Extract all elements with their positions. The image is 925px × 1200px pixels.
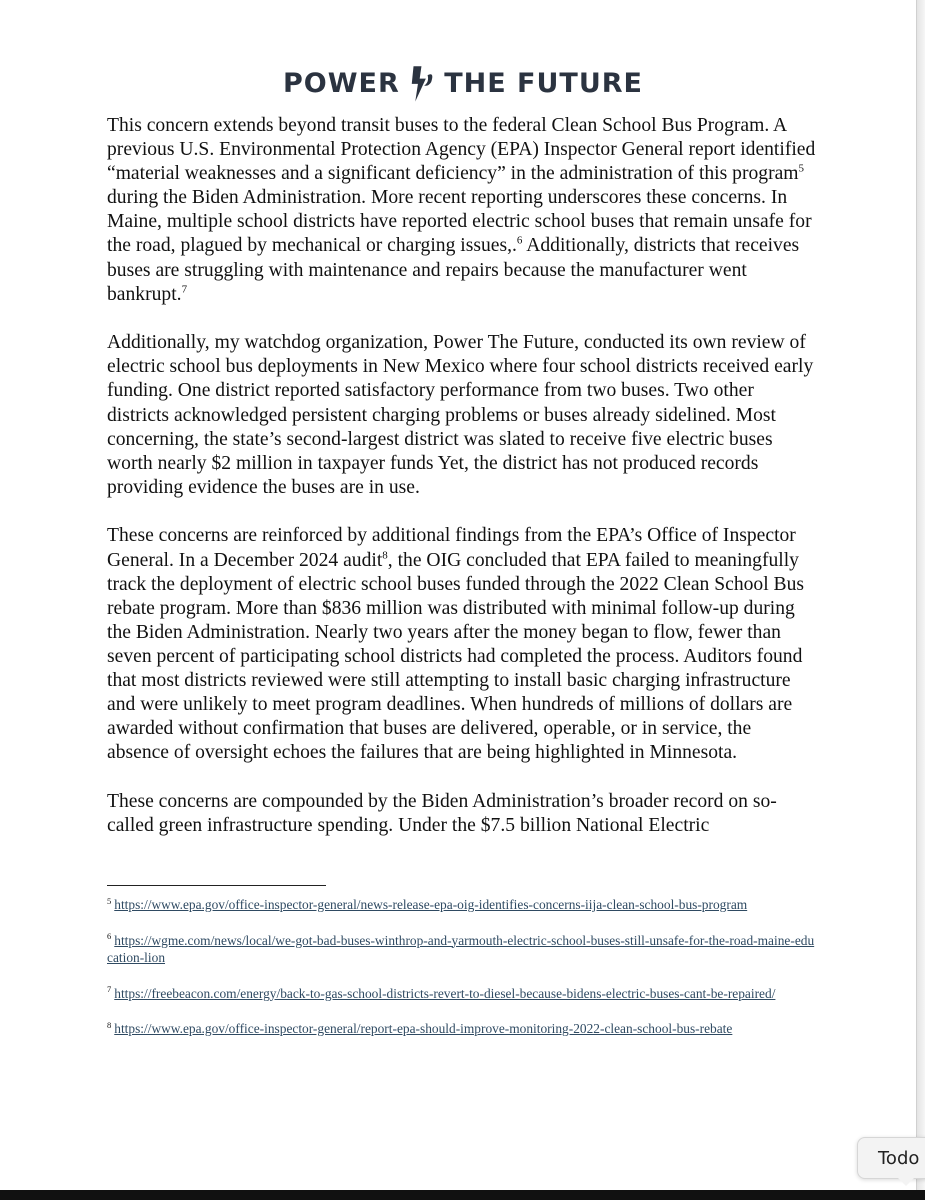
page-edge — [916, 0, 925, 1200]
footnote-number: 6 — [107, 931, 112, 942]
paragraph-4: These concerns are compounded by the Biden Administration’s broader record on so-called green infrastructure spending. Under the $7.5 billion National Electric — [107, 790, 777, 836]
paragraph-1-text-b: during the Biden Administration. More recent reporting underscores these concerns. In Maine, multiple school districts have reported electric school buses that remain unsafe for the road, plagued by mechanical or charging issues,. — [107, 187, 812, 257]
footnotes — [107, 896, 819, 1056]
footnote-number: 7 — [107, 984, 112, 995]
logo — [283, 58, 643, 108]
todo-pointer — [897, 1177, 915, 1186]
logo-text-future: THE FUTURE — [444, 67, 643, 99]
paragraph-3 — [107, 524, 817, 765]
paragraph-1-text-c: Additionally, districts that receives buses are struggling with maintenance and repairs because the manufacturer went bankrupt. — [107, 235, 800, 305]
footnote-link-7[interactable]: https://freebeacon.com/energy/back-to-gas-school-districts-revert-to-diesel-because-bidens-electric-buses-cant-be-repaired/ — [114, 985, 776, 1001]
footnote-number: 5 — [107, 895, 112, 906]
footnote-number: 8 — [107, 1019, 112, 1030]
footnote-ref-7[interactable]: 7 — [181, 283, 188, 296]
bottom-bar — [0, 1190, 925, 1200]
footnote-link-8[interactable]: https://www.epa.gov/office-inspector-general/report-epa-should-improve-monitoring-2022-clean-school-bus-rebate — [114, 1021, 733, 1036]
document-body — [107, 114, 817, 863]
footnote-7 — [107, 985, 819, 1003]
footnote-5 — [107, 896, 819, 914]
paragraph-1-text-a: This concern extends beyond transit buses to the federal Clean School Bus Program. A previous U.S. Environmental Protection Agency (EPA) Inspector General report identified “material weaknesses and a significant deficiency” in the administration of this program — [107, 115, 816, 185]
footnote-separator — [107, 885, 326, 886]
footnote-ref-6[interactable]: 6 — [516, 234, 523, 247]
todo-button[interactable] — [857, 1137, 925, 1179]
paragraph-1 — [107, 114, 817, 307]
footnote-link-5[interactable]: https://www.epa.gov/office-inspector-general/news-release-epa-oig-identifies-concerns-iija-clean-school-bus-program — [114, 897, 748, 912]
lightning-bolt-icon — [410, 60, 436, 106]
footnote-6 — [107, 932, 819, 967]
paragraph-3-text-b: , the OIG concluded that EPA failed to meaningfully track the deployment of electric school buses funded through the 2022 Clean School Bus rebate program. More than $836 million was distributed with minimal follow-up during the Biden Administration. Nearly two years after the money began to flow, fewer than seven percent of participating school districts had completed the process. Auditors found that most districts reviewed were still attempting to install basic charging infrastructure and were unlikely to meet program deadlines. When hundreds of millions of dollars are awarded without confirmation that buses are delivered, operable, or in service, the absence of oversight echoes the failures that are being highlighted in Minnesota. — [107, 549, 805, 764]
todo-label: Todo — [878, 1147, 920, 1169]
footnote-ref-8[interactable]: 8 — [382, 548, 388, 561]
logo-text-power: POWER — [283, 67, 400, 99]
footnote-ref-5[interactable]: 5 — [798, 162, 805, 175]
footnote-link-6[interactable]: https://wgme.com/news/local/we-got-bad-buses-winthrop-and-yarmouth-electric-school-buses-still-unsafe-for-the-road-maine-education-lion — [107, 932, 815, 965]
paragraph-3-text-a: These concerns are reinforced by additional findings from the EPA’s Office of Inspector General. In a December 2024 audit — [107, 525, 796, 571]
footnote-8 — [107, 1020, 819, 1038]
paragraph-2: Additionally, my watchdog organization, Power The Future, conducted its own review of electric school bus deployments in New Mexico where four school districts received early funding. One district reported satisfactory performance from two buses. Two other districts acknowledged persistent charging problems or buses already sidelined. Most concerning, the state’s second-largest district was slated to receive five electric buses worth nearly $2 million in taxpayer funds Yet, the district has not produced records providing evidence the buses are in use. — [107, 332, 814, 498]
